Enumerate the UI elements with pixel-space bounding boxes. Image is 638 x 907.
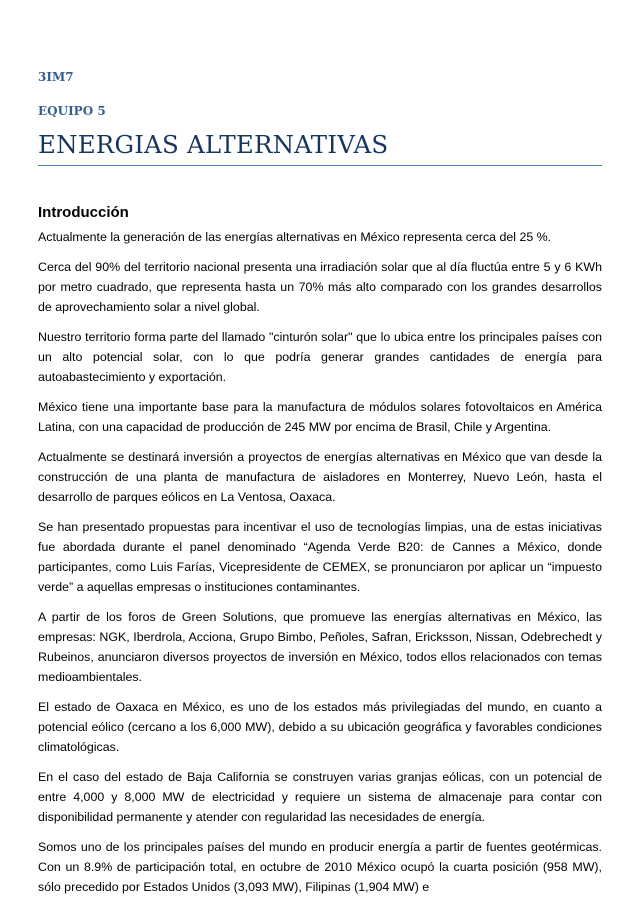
paragraph: Se han presentado propuestas para incentivar el uso de tecnologías limpias, una de estas iniciativas fue abordada durante el panel denominado “Agenda Verde B20: de Cannes a México, donde participantes, como Luis Farías, Vicepresidente de CEMEX, se pronunciaron por aplicar un “impuesto verde” a aquellas empresas o instituciones contaminantes. (38, 520, 602, 594)
team-label: EQUIPO 5 (38, 104, 106, 118)
paragraph: México tiene una importante base para la manufactura de módulos solares fotovoltaicos en América Latina, con una capacidad de producción de 245 MW por encima de Brasil, Chile y Argentina. (38, 400, 602, 434)
paragraph: En el caso del estado de Baja California se construyen varias granjas eólicas, con un potencial de entre 4,000 y 8,000 MW de electricidad y requiere un sistema de almacenaje para contar con disponibilidad permanente y atender con regularidad las necesidades de energía. (38, 770, 602, 824)
paragraph: Nuestro territorio forma parte del llamado "cinturón solar" que lo ubica entre los principales países con un alto potencial solar, con lo que podría generar grandes cantidades de energía para autoabastecimiento y exportación. (38, 330, 602, 384)
document-header (38, 70, 602, 166)
document-title: ENERGIAS ALTERNATIVAS (38, 130, 389, 159)
paragraph: El estado de Oaxaca en México, es uno de los estados más privilegiadas del mundo, en cuanto a potencial eólico (cercano a los 6,000 MW), debido a su ubicación geográfica y favorables condiciones climatológicas. (38, 700, 602, 754)
paragraph: A partir de los foros de Green Solutions, que promueve las energías alternativas en México, las empresas: NGK, Iberdrola, Acciona, Grupo Bimbo, Peñoles, Safran, Ericksson, Nissan, Odebrechedt y Rubeinos, anunciaron diversos proyectos de inversión en México, todos ellos relacionados con temas medioambientales. (38, 610, 602, 684)
paragraph: Cerca del 90% del territorio nacional presenta una irradiación solar que al día fluctúa entre 5 y 6 KWh por metro cuadrado, que representa hasta un 70% más alto comparado con los grandes desarrollos de aprovechamiento solar a nivel global. (38, 260, 602, 314)
paragraph: Actualmente se destinará inversión a proyectos de energías alternativas en México que van desde la construcción de una planta de manufactura de aisladores en Monterrey, Nuevo León, hasta el desarrollo de parques eólicos en La Ventosa, Oaxaca. (38, 450, 602, 504)
group-label: 3IM7 (38, 70, 74, 84)
section-heading: Introducción (38, 204, 129, 221)
document-body (38, 204, 602, 907)
paragraph: Somos uno de los principales países del mundo en producir energía a partir de fuentes geotérmicas. Con un 8.9% de participación total, en octubre de 2010 México ocupó la cuarta posición (958 MW), sólo precedido por Estados Unidos (3,093 MW), Filipinas (1,904 MW) e (38, 840, 602, 894)
paragraph: Actualmente la generación de las energías alternativas en México representa cerca del 25 %. (38, 230, 552, 244)
title-underline (38, 165, 602, 166)
